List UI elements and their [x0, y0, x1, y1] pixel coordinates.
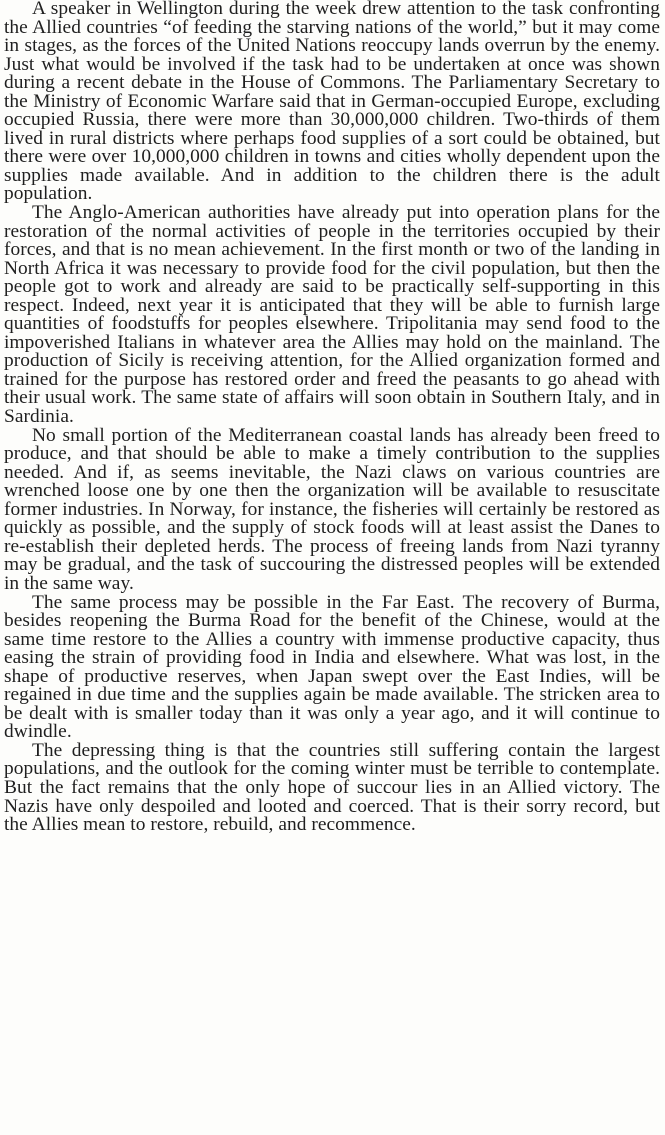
paragraph-conclusion: The depressing thing is that the countries still suffering contain the largest populations, and the outlook for the coming winter must be terrible to contemplate. But the fact remains that the only hope of succour lies in an Allied victory. The Nazis have only despoiled and looted and coerced. That is their sorry record, but the Allies mean to restore, rebuild, and recommence.	[4, 739, 660, 836]
article-column	[4, 0, 660, 835]
paragraph-feeding-nations: A speaker in Wellington during the week drew attention to the task confronting the Allied countries “of feeding the starving nations of the world,” but it may come in stages, as the forces of the United Nations reoccupy lands overrun by the enemy. Just what would be involved if the task had to be undertaken at once was shown during a recent debate in the House of Commons. The Parliamentary Secretary to the Ministry of Economic Warfare said that in German-occupied Europe, excluding occupied Russia, there were more than 30,000,000 children. Two-thirds of them lived in rural districts where perhaps food supplies of a sort could be obtained, but there were over 10,000,000 children in towns and cities wholly dependent upon the supplies made available. And in addition to the children there is the adult population.	[4, 0, 660, 205]
paragraph-mediterranean: No small portion of the Mediterranean coastal lands has already been freed to produce, and that should be able to make a timely contribution to the supplies needed. And if, as seems inevitable, the Nazi claws on various countries are wrenched loose one by one then the organization will be available to resuscitate former industries. In Norway, for instance, the fisheries will certainly be restored as quickly as possible, and the supply of stock foods will at least assist the Danes to re-establish their depleted herds. The process of freeing lands from Nazi tyranny may be gradual, and the task of succouring the distressed peoples will be extended in the same way.	[4, 424, 660, 594]
paragraph-restoration-plans: The Anglo-American authorities have already put into operation plans for the restoration of the normal activities of people in the territories occupied by their forces, and that is no mean achievement. In the first month or two of the landing in North Africa it was necessary to provide food for the civil population, but then the people got to work and already are said to be practically self-supporting in this respect. Indeed, next year it is anticipated that they will be able to furnish large quantities of foodstuffs for peoples elsewhere. Tripolitania may send food to the impoverished Italians in whatever area the Allies may hold on the mainland. The production of Sicily is receiving attention, for the Allied organization formed and trained for the purpose has restored order and freed the peasants to go ahead with their usual work. The same state of affairs will soon obtain in Southern Italy, and in Sardinia.	[4, 202, 660, 428]
paragraph-far-east: The same process may be possible in the Far East. The recovery of Burma, besides reopening the Burma Road for the benefit of the Chinese, would at the same time restore to the Allies a country with immense productive capacity, thus easing the strain of providing food in India and elsewhere. What was lost, in the shape of productive reserves, when Japan swept over the East Indies, will be regained in due time and the supplies again be made available. The stricken area to be dealt with is smaller today than it was only a year ago, and it will continue to dwindle.	[4, 591, 660, 743]
